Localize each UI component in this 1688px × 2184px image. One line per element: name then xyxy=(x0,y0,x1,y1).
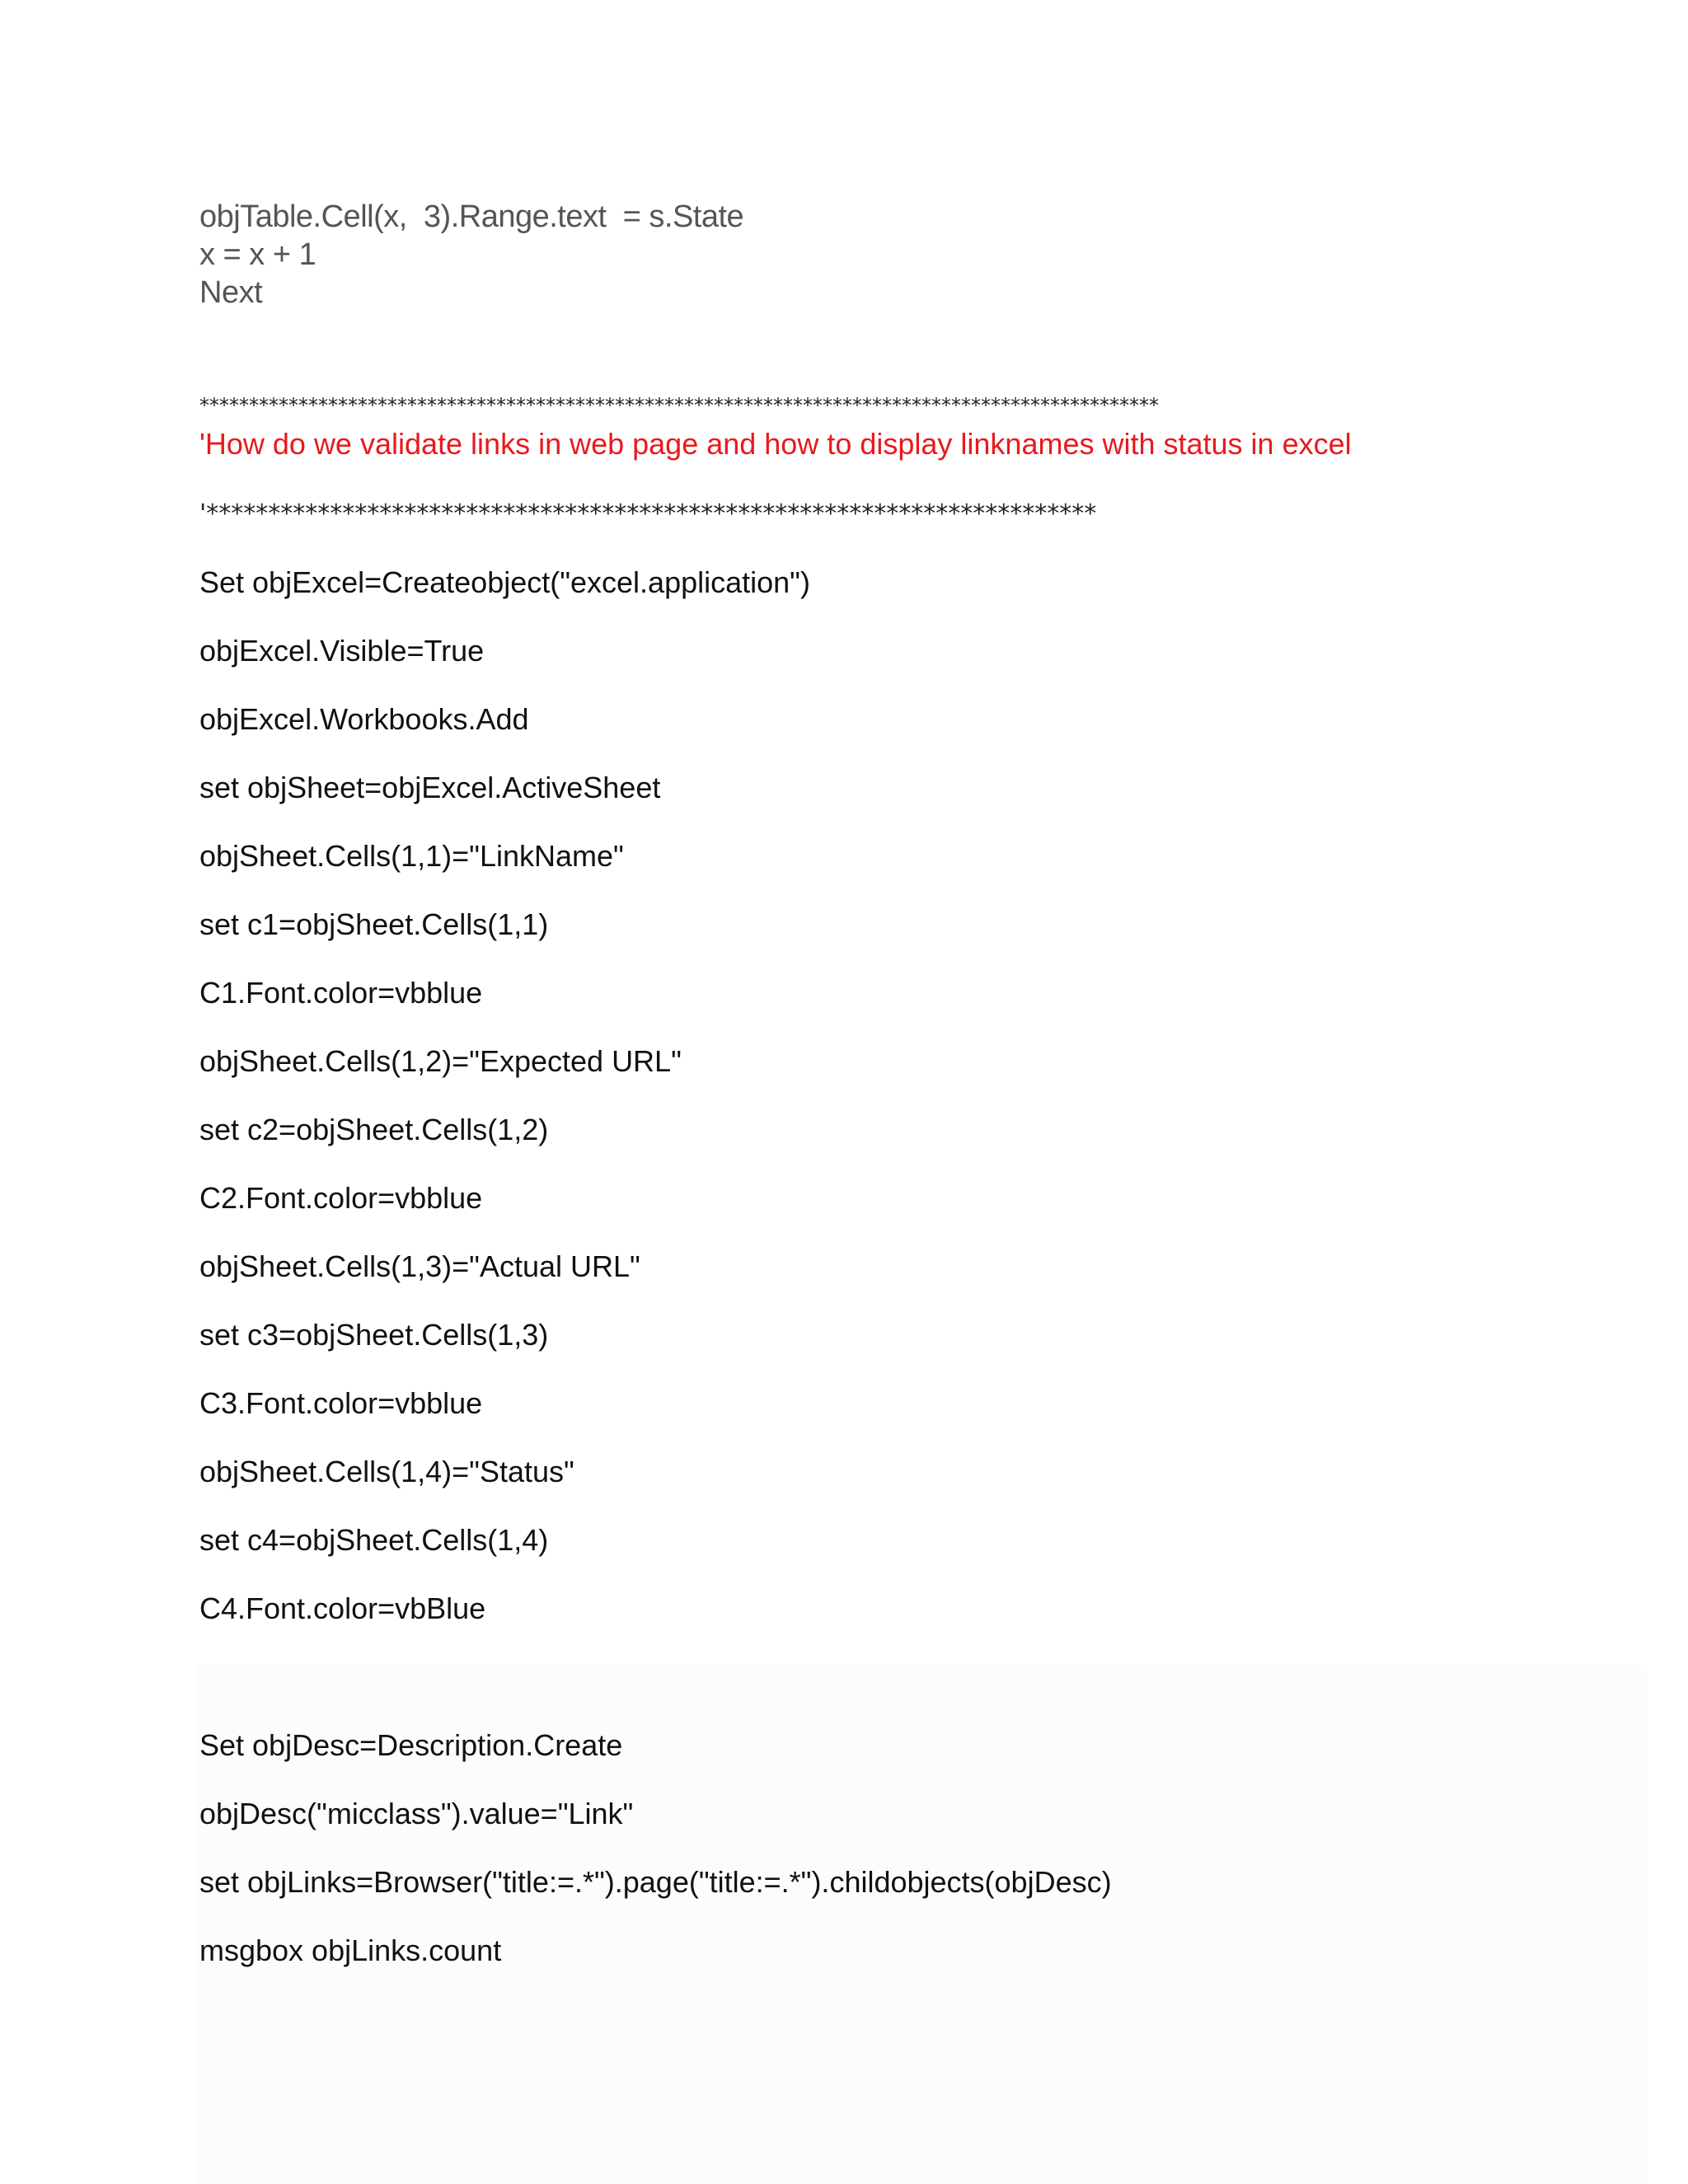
previous-code-line: Next xyxy=(199,275,263,310)
code-line: objExcel.Workbooks.Add xyxy=(199,702,529,736)
code-line: set objSheet=objExcel.ActiveSheet xyxy=(199,771,661,804)
code-line: objSheet.Cells(1,3)="Actual URL" xyxy=(199,1249,640,1283)
code-line: set c1=objSheet.Cells(1,1) xyxy=(199,907,549,941)
code-line: objExcel.Visible=True xyxy=(199,634,485,668)
section-heading: 'How do we validate links in web page and how to display linknames with status in excel xyxy=(199,427,1352,461)
code-line: objSheet.Cells(1,1)="LinkName" xyxy=(199,839,624,873)
code-line: objSheet.Cells(1,2)="Expected URL" xyxy=(199,1044,682,1078)
code-line: C1.Font.color=vbblue xyxy=(199,976,483,1010)
code-line: Set objExcel=Createobject("excel.application") xyxy=(199,565,810,599)
previous-code-line: x = x + 1 xyxy=(199,237,316,272)
code-line: msgbox objLinks.count xyxy=(199,1933,502,1967)
code-line: C4.Font.color=vbBlue xyxy=(199,1591,486,1625)
code-block xyxy=(199,562,1112,1999)
code-line: set c3=objSheet.Cells(1,3) xyxy=(199,1318,549,1352)
previous-code-block xyxy=(199,198,743,312)
code-line: C2.Font.color=vbblue xyxy=(199,1181,483,1215)
previous-code-line: objTable.Cell(x, 3).Range.text = s.State xyxy=(199,199,744,234)
separator-bottom: '************************************************************************ xyxy=(199,499,1097,528)
code-line: set objLinks=Browser("title:=.*").page("title:=.*").childobjects(objDesc) xyxy=(199,1865,1112,1899)
code-line: set c4=objSheet.Cells(1,4) xyxy=(199,1523,549,1557)
code-line: objDesc("micclass").value="Link" xyxy=(199,1797,634,1830)
code-line: objSheet.Cells(1,4)="Status" xyxy=(199,1455,574,1488)
code-line: C3.Font.color=vbblue xyxy=(199,1386,483,1420)
separator-top: ************************************************************************************************* xyxy=(199,394,1159,417)
blank-line xyxy=(199,1657,1112,1725)
code-line: Set objDesc=Description.Create xyxy=(199,1728,623,1762)
code-line: set c2=objSheet.Cells(1,2) xyxy=(199,1113,549,1146)
